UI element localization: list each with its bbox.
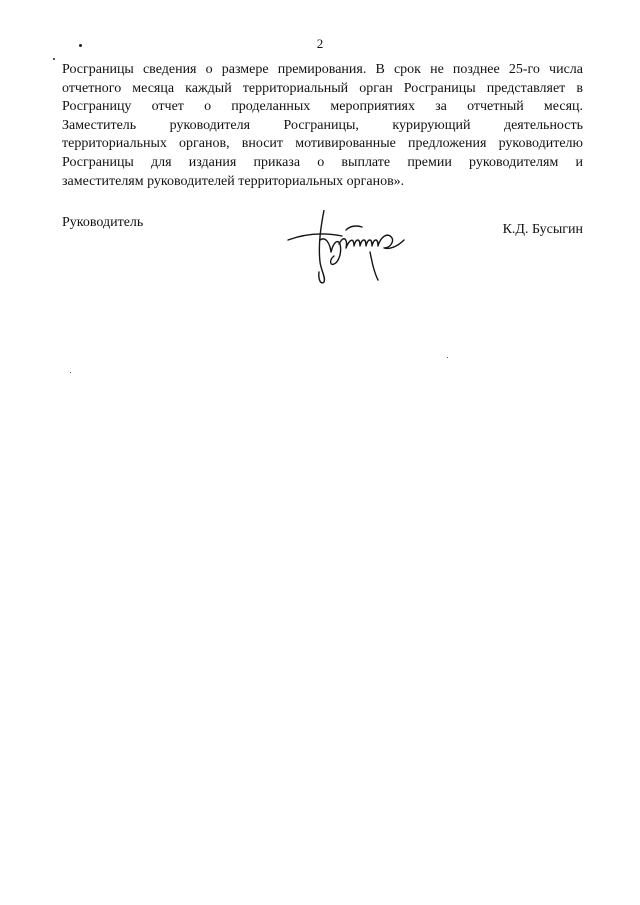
text-line: Росграницы для издания приказа о выплате премии руководителям и xyxy=(62,154,583,170)
handwritten-signature xyxy=(284,210,424,290)
text-line: Росграницу отчет о проделанных мероприятиях за отчетный месяц. xyxy=(62,99,583,115)
scan-speck xyxy=(447,357,448,358)
page-number: 2 xyxy=(316,36,324,51)
text-line: отчетного месяца каждый территориальный орган Росграницы представляет в xyxy=(62,80,583,96)
scan-speck xyxy=(53,58,55,60)
body-paragraph xyxy=(62,61,583,191)
text-line: Заместитель руководителя Росграницы, курирующий деятельность xyxy=(62,117,583,133)
text-line: Росграницы сведения о размере премирования. В срок не позднее 25-го числа xyxy=(62,62,583,77)
signature-block xyxy=(62,210,583,310)
scan-speck xyxy=(70,372,71,373)
text-line: заместителям руководителей территориальных органов». xyxy=(62,173,405,189)
text-line: территориальных органов, вносит мотивированные предложения руководителю xyxy=(62,136,583,152)
signer-name: К.Д. Бусыгин xyxy=(502,222,583,237)
signer-title: Руководитель xyxy=(62,215,144,230)
